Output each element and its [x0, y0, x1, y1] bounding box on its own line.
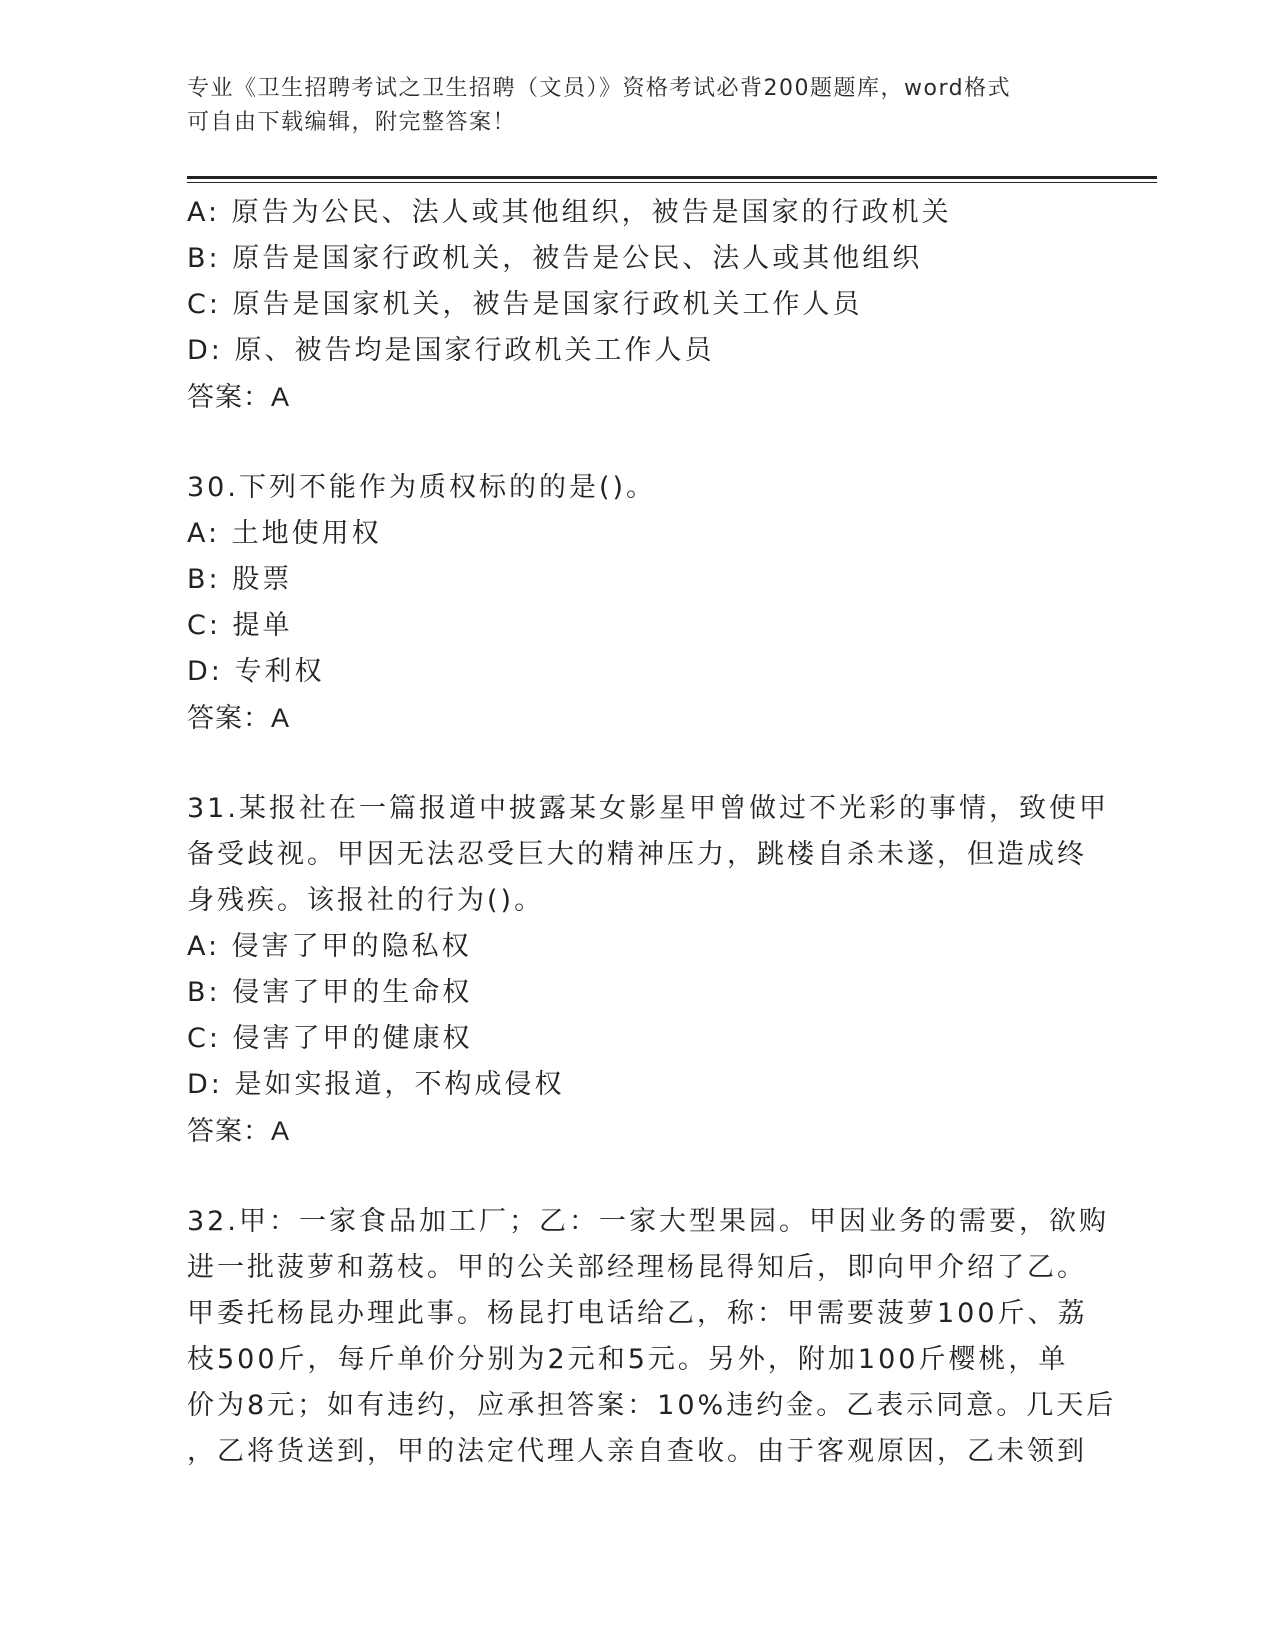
option-a: A: 土地使用权 — [187, 518, 382, 549]
question-list — [187, 190, 1117, 1475]
question-30 — [187, 465, 1087, 741]
header-line-1: 专业《卫生招聘考试之卫生招聘（文员）》资格考试必背200题题库，word格式 — [187, 76, 1012, 101]
option-b: B: 股票 — [187, 564, 293, 595]
option-a: A: 原告为公民、法人或其他组织，被告是国家的行政机关 — [187, 197, 952, 228]
question-stem-line-2: 进一批菠萝和荔枝。甲的公关部经理杨昆得知后，即向甲介绍了乙。 — [187, 1252, 1087, 1283]
question-stem-line-1: 32.甲：一家食品加工厂；乙：一家大型果园。甲因业务的需要，欲购 — [187, 1206, 1109, 1237]
header-rule-thin — [187, 182, 1157, 183]
option-b: B: 原告是国家行政机关，被告是公民、法人或其他组织 — [187, 243, 923, 274]
option-d: D: 是如实报道，不构成侵权 — [187, 1069, 565, 1100]
option-c: C: 侵害了甲的健康权 — [187, 1023, 473, 1054]
question-stem-line-3: 甲委托杨昆办理此事。杨昆打电话给乙，称：甲需要菠萝100斤、荔 — [187, 1298, 1088, 1329]
question-stem-line-6: ，乙将货送到，甲的法定代理人亲自查收。由于客观原因，乙未领到 — [187, 1436, 1087, 1467]
answer-line: 答案：A — [187, 1116, 291, 1146]
question-31 — [187, 786, 1109, 1154]
question-stem-line-2: 备受歧视。甲因无法忍受巨大的精神压力，跳楼自杀未遂，但造成终 — [187, 839, 1087, 870]
question-stem-line-1: 31.某报社在一篇报道中披露某女影星甲曾做过不光彩的事情，致使甲 — [187, 793, 1109, 824]
option-d: D: 原、被告均是国家行政机关工作人员 — [187, 335, 715, 366]
header-rule-thick — [187, 176, 1157, 179]
question-stem-line-5: 价为8元；如有违约，应承担答案：10%违约金。乙表示同意。几天后 — [187, 1390, 1117, 1421]
question-stem-line-3: 身残疾。该报社的行为()。 — [187, 885, 545, 916]
header-line-2: 可自由下载编辑，附完整答案！ — [187, 110, 517, 135]
option-c: C: 原告是国家机关，被告是国家行政机关工作人员 — [187, 289, 863, 320]
option-b: B: 侵害了甲的生命权 — [187, 977, 473, 1008]
question-29 — [187, 190, 1087, 420]
option-c: C: 提单 — [187, 610, 293, 641]
question-32 — [187, 1199, 1117, 1475]
option-a: A: 侵害了甲的隐私权 — [187, 931, 472, 962]
question-stem: 30.下列不能作为质权标的的是()。 — [187, 472, 657, 503]
answer-line: 答案：A — [187, 382, 291, 412]
question-stem-line-4: 枝500斤，每斤单价分别为2元和5元。另外，附加100斤樱桃，单 — [187, 1344, 1069, 1375]
document-header — [187, 72, 1077, 140]
answer-line: 答案：A — [187, 703, 291, 733]
option-d: D: 专利权 — [187, 656, 325, 687]
